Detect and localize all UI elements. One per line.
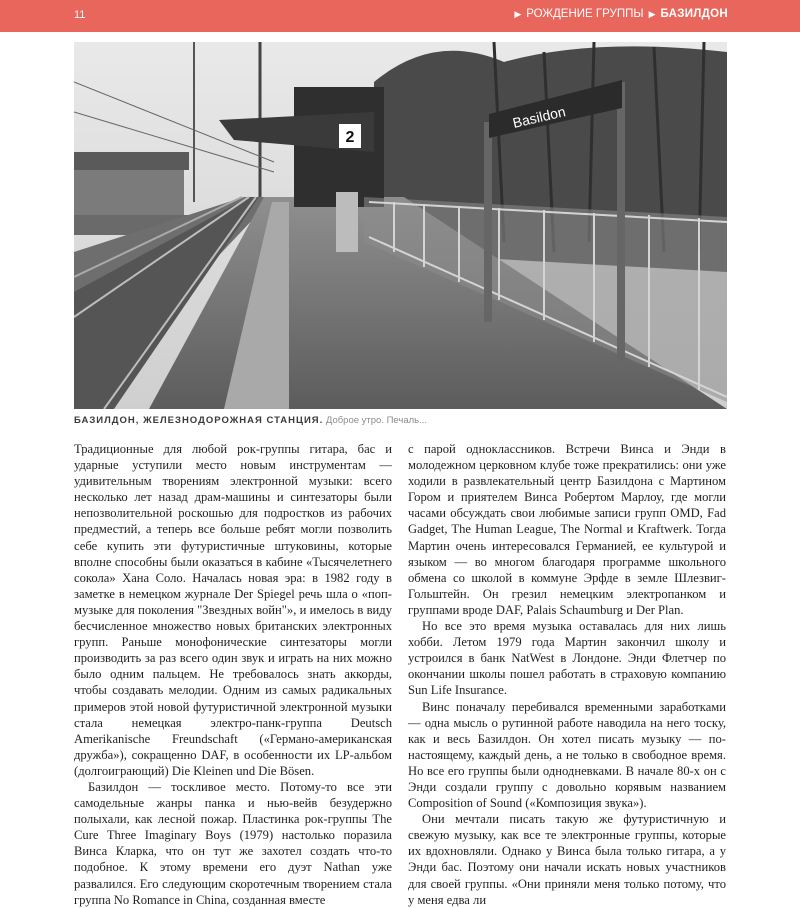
station-sign: Basildon bbox=[511, 103, 568, 131]
paragraph: Винс поначалу перебивался временными заработками — одна мысль о рутинной работе наводила на него тоску, как и весь Базилдон. Он хотел писать музыку — по-настоящему, каждый день, а не только в свободное время. Но все его группы были однодневками. В начале 80-х он с Энди создали группу с довольно корявым названием Composition of Sound («Композиция звука»). bbox=[408, 699, 726, 811]
running-header bbox=[0, 0, 800, 32]
caption-title: БАЗИЛДОН, ЖЕЛЕЗНОДОРОЖНАЯ СТАНЦИЯ. bbox=[74, 415, 324, 426]
paragraph: Традиционные для любой рок-группы гитара, бас и ударные уступили место новым инструментам — удивительным творениям электронной музыки: всего несколько лет назад драм-машины и синтезаторы были непозволительной роскошью для подростков из рабочих предместий, а теперь все больше ребят могли позволить себе купить эти футуристичные штуковины, которые вполне способны были оказаться в кабине «Тысячелетнего сокола» Хана Соло. Началась новая эра: в 1982 году в заметке в немецком журнале Der Spiegel речь шла о «поп-музыке для поколения "Звездных войн"», и имелось в виду бесчисленное множество новых британских электронных групп. Раньше монофонические синтезаторы могли производить за раз всего один звук и играть на них можно было одним пальцем. Не требовалось знать аккорды, чтобы создавать мелодии. Одним из самых радикальных примеров этой новой футуристичной электронной музыки стала немецкая электро-панк-группа Deutsch Amerikanische Freundschaft («Германо-американская дружба»), сокращенно DAF, в особенности их LP-альбом (долгоиграющий) Die Kleinen und Die Bösen. bbox=[74, 442, 392, 778]
page-number: 11 bbox=[74, 9, 86, 21]
breadcrumb bbox=[514, 8, 728, 20]
caption-text: Доброе утро. Печаль... bbox=[325, 415, 428, 426]
station-photo bbox=[74, 42, 727, 409]
paragraph: с парой одноклассников. Встречи Винса и Энди в молодежном церковном клубе тоже прекратились: они уже ходили в развлекательный центр Базилдона с Мартином Гором и приятелем Винса Робертом Марлоу, где могли часами обсуждать свои любимые записи групп OMD, Fad Gadget, The Human League, The Normal и Kraftwerk. Тогда Мартин очень интересовался Германией, ее культурой и языком — во многом благодаря программе школьного обмена со школой в коммуне Эрфде в земле Шлезвиг-Гольштейн. Он грезил немецким электропанком и группами вроде DAF, Palais Schaumburg и Der Plan. bbox=[408, 442, 726, 617]
paragraph: Базилдон — тоскливое место. Потому-то все эти самодельные жанры панка и нью-вейв безудержно полыхали, как лесной пожар. Пластинка рок-группы The Cure Three Imaginary Boys (1979) настолько поразила Винса Кларка, что он тут же захотел создать что-то подобное. К этому времени его дуэт Nathan уже развалился. Его следующим скоротечным творением стала группа No Romance in China, созданная вместе bbox=[74, 779, 392, 907]
photo-caption bbox=[74, 415, 427, 426]
breadcrumb-current: БАЗИЛДОН bbox=[660, 8, 728, 20]
breadcrumb-section: РОЖДЕНИЕ ГРУППЫ bbox=[526, 8, 644, 20]
text-column-left bbox=[74, 441, 392, 908]
paragraph: Но все это время музыка оставалась для них лишь хобби. Летом 1979 года Мартин закончил школу и устроился в банк NatWest в Лондоне. Энди Флетчер по окончании школы пошел работать в страховую компанию Sun Life Insurance. bbox=[408, 619, 726, 698]
triangle-right-icon: ▶ bbox=[648, 8, 656, 19]
text-column-right bbox=[408, 441, 726, 908]
platform-number: 2 bbox=[345, 129, 355, 146]
station-illustration bbox=[74, 42, 727, 409]
paragraph: Они мечтали писать такую же футуристичную и свежую музыку, как все те электронные группы, которые их вдохновляли. Однако у Винса была только гитара, а у Энди бас. Поэтому они начали искать новых участников для своей группы. «Они приняли меня только потому, что у меня едва ли bbox=[408, 812, 726, 907]
triangle-right-icon: ▶ bbox=[514, 8, 522, 19]
